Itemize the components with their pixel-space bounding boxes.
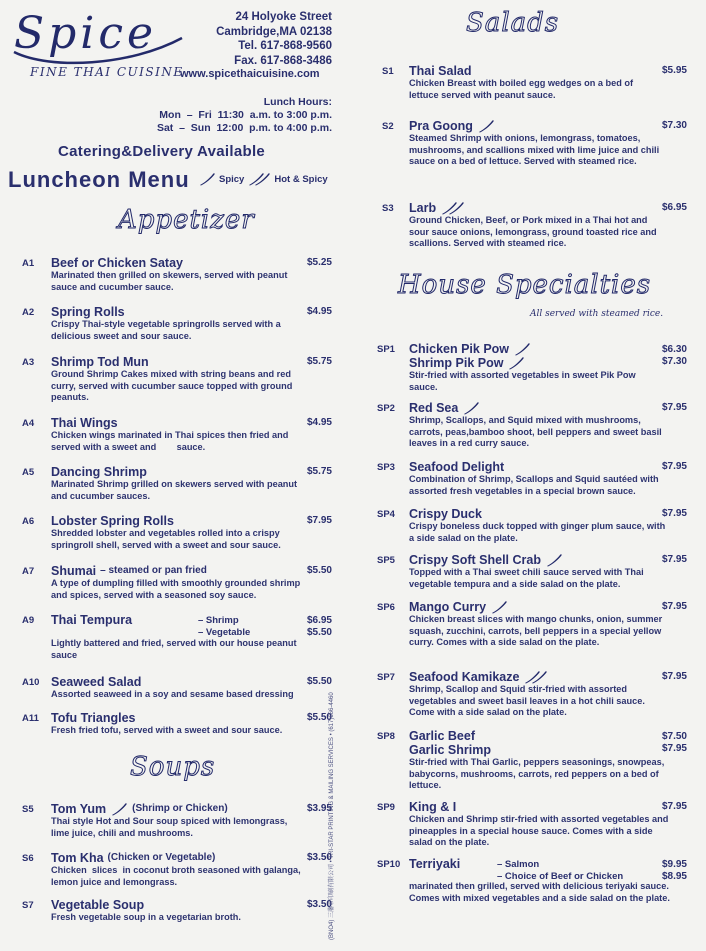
house-specialties-note: All served with steamed rice. xyxy=(530,309,664,319)
address-block xyxy=(170,10,332,68)
menu-item xyxy=(382,64,687,101)
variant-label: – Vegetable xyxy=(198,627,251,638)
menu-title: Luncheon Menu xyxy=(8,167,190,192)
double-chili-icon xyxy=(247,172,271,186)
item-name: Dancing Shrimp xyxy=(51,465,147,479)
item-price: $7.95 xyxy=(661,508,687,519)
menu-item xyxy=(22,355,332,404)
lunch-hours-weekday: Mon – Fri 11:30 a.m. to 3:00 p.m. xyxy=(159,109,332,121)
item-price: $3.95 xyxy=(306,803,332,814)
item-code: A9 xyxy=(22,615,35,626)
item-name: Lobster Spring Rolls xyxy=(51,514,174,528)
item-price: $3.50 xyxy=(306,899,332,910)
menu-item xyxy=(22,851,332,888)
item-code: SP1 xyxy=(377,344,395,355)
item-name: Seafood Kamikaze xyxy=(409,670,520,684)
item-price: $6.95 xyxy=(661,202,687,213)
item-code: A11 xyxy=(22,713,39,724)
double-chili-icon xyxy=(523,670,549,684)
item-name: Tom Kha xyxy=(51,851,104,865)
house-specialties-heading: House Specialties xyxy=(398,270,652,300)
item-code: S5 xyxy=(22,804,34,815)
appetizer-heading: Appetizer xyxy=(118,205,255,235)
menu-item xyxy=(22,711,332,737)
menu-item xyxy=(377,729,687,792)
address-line: 24 Holyoke Street xyxy=(235,11,332,23)
menu-item xyxy=(382,201,687,250)
item-name-alt: Garlic Shrimp xyxy=(409,743,491,757)
menu-item xyxy=(22,898,332,924)
double-chili-icon xyxy=(440,201,466,215)
item-description: Crispy boneless duck topped with ginger plum sauce, with a side salad on the plate. xyxy=(409,521,666,543)
item-code: A1 xyxy=(22,258,35,269)
item-description: Assorted seaweed in a soy and sesame based dressing xyxy=(51,689,294,699)
fax-line: Fax. 617-868-3486 xyxy=(234,54,332,67)
item-code: SP5 xyxy=(377,555,395,566)
menu-item xyxy=(22,564,332,601)
menu-item xyxy=(377,460,687,497)
item-code: A10 xyxy=(22,677,40,688)
menu-item xyxy=(22,675,332,701)
item-price: $4.95 xyxy=(306,306,332,317)
menu-item xyxy=(22,416,332,453)
item-price: $6.95 xyxy=(306,615,332,626)
item-name: Shumai xyxy=(51,564,97,578)
item-description: A type of dumpling filled with smoothly grounded shrimp and spices, served with a seasoned soy sauce. xyxy=(51,578,301,600)
item-options: (Chicken or Vegetable) xyxy=(107,852,216,863)
menu-item xyxy=(22,613,332,661)
item-name: Tofu Triangles xyxy=(51,711,136,725)
item-name: Thai Tempura xyxy=(51,613,133,627)
item-price: $3.50 xyxy=(306,852,332,863)
item-code: S7 xyxy=(22,900,34,911)
item-price: $4.95 xyxy=(306,417,332,428)
item-code: SP7 xyxy=(377,672,395,683)
restaurant-tagline: FINE THAI CUISINE xyxy=(30,65,184,79)
item-description: Shrimp, Scallop and Squid stir-fried with assorted vegetables and sweet basil leaves in a hot chili sauce. Come with a side salad on the plate. xyxy=(409,684,645,717)
menu-item xyxy=(377,507,687,544)
logo-swoosh xyxy=(10,30,186,70)
website-link[interactable]: www.spicethaicuisine.com xyxy=(180,68,320,80)
menu-item xyxy=(22,514,332,551)
item-code: SP4 xyxy=(377,509,395,520)
item-price: $5.75 xyxy=(306,356,332,367)
item-name: Vegetable Soup xyxy=(51,898,145,912)
chili-icon xyxy=(110,802,128,816)
variant-label: – Salmon xyxy=(497,859,540,870)
item-prices xyxy=(662,731,687,755)
item-code: A6 xyxy=(22,516,35,527)
item-name: Tom Yum xyxy=(51,802,107,816)
item-price: $7.95 xyxy=(661,743,687,754)
item-variants xyxy=(497,859,623,883)
phone-line: Tel. 617-868-9560 xyxy=(238,40,332,52)
item-description: Fresh vegetable soup in a vegetarian broth. xyxy=(51,912,241,922)
printer-credit xyxy=(320,650,344,940)
variant-label: – Shrimp xyxy=(198,615,239,626)
menu-item xyxy=(377,857,687,904)
item-price: $5.50 xyxy=(306,627,332,638)
chili-icon xyxy=(507,356,525,370)
item-description: marinated then grilled, served with delicious teriyaki sauce. Comes with mixed vegetables and a side salad on the plate. xyxy=(409,881,670,903)
item-name: Pra Goong xyxy=(409,119,473,133)
chili-icon xyxy=(513,342,531,356)
spice-legend xyxy=(198,172,328,186)
printer-credit-text: (BNO4) 三藩市印刷有限公司 • TRI-STAR PRINTING & MAILING SERVICES • (617)666-4460 xyxy=(329,692,335,940)
item-price: $8.95 xyxy=(661,871,687,882)
menu-item xyxy=(22,802,332,839)
item-name: Thai Wings xyxy=(51,416,118,430)
legend-spicy-label: Spicy xyxy=(219,173,245,185)
menu-item xyxy=(377,401,687,450)
item-code: S6 xyxy=(22,853,34,864)
item-prices xyxy=(662,859,687,883)
item-price: $5.50 xyxy=(306,712,332,723)
item-price: $6.30 xyxy=(661,344,687,355)
item-name: Seafood Delight xyxy=(409,460,505,474)
item-price: $5.25 xyxy=(306,257,332,268)
item-description: Lightly battered and fried, served with our house peanut sauce xyxy=(51,638,297,660)
item-price: $7.50 xyxy=(661,731,687,742)
item-code: SP6 xyxy=(377,602,395,613)
item-description: Chicken slices in coconut broth seasoned with galanga, lemon juice and lemongrass. xyxy=(51,865,304,887)
item-description: Stir-fried with Thai Garlic, peppers seasonings, snowpeas, babycorns, mushrooms, carrots, red peppers on a bed of lettuce. xyxy=(409,757,665,790)
item-description: Fresh fried tofu, served with a sweet and sour sauce. xyxy=(51,725,283,735)
chili-icon xyxy=(462,401,480,415)
item-code: SP9 xyxy=(377,802,395,813)
restaurant-logo: Spice xyxy=(14,8,158,59)
item-name: Crispy Duck xyxy=(409,507,482,521)
item-description: Stir-fried with assorted vegetables in sweet Pik Pow sauce. xyxy=(409,370,636,392)
menu-item xyxy=(377,670,687,719)
item-name-alt: Shrimp Pik Pow xyxy=(409,356,504,370)
catering-banner: Catering&Delivery Available xyxy=(58,143,266,160)
item-code: A5 xyxy=(22,467,35,478)
address-line: Cambridge,MA 02138 xyxy=(216,25,332,38)
item-description: Topped with a Thai sweet chili sauce served with Thai vegetable tempura and a side salad on the plate. xyxy=(409,567,644,589)
item-code: S2 xyxy=(382,121,394,132)
chili-icon xyxy=(545,553,563,567)
menu-item xyxy=(377,553,687,590)
item-name: Garlic Beef xyxy=(409,729,476,743)
item-options: (Shrimp or Chicken) xyxy=(132,803,228,814)
item-description: Shredded lobster and vegetables rolled into a crispy springroll shell, served with a sweet and sour sauce. xyxy=(51,528,281,550)
item-name: King & I xyxy=(409,800,457,814)
chili-icon xyxy=(477,119,495,133)
item-price: $5.50 xyxy=(306,565,332,576)
item-price: $7.95 xyxy=(661,671,687,682)
menu-item xyxy=(22,465,332,502)
item-description: Chicken Breast with boiled egg wedges on a bed of lettuce served with peanut sauce. xyxy=(409,78,634,100)
item-price: $7.95 xyxy=(661,554,687,565)
item-name-suffix: – steamed or pan fried xyxy=(100,565,207,576)
item-name: Red Sea xyxy=(409,401,459,415)
item-description: Ground Shrimp Cakes mixed with string beans and red curry, served with cucumber sauce topped with ground peanuts. xyxy=(51,369,293,402)
item-description: Chicken breast slices with mango chunks, onion, summer squash, zucchini, carrots, bell peppers in a special yellow curry. Comes with a side salad on the plate. xyxy=(409,614,663,647)
item-description: Marinated Shrimp grilled on skewers served with peanut and cucumber sauces. xyxy=(51,479,298,501)
lunch-hours-title: Lunch Hours: xyxy=(263,96,332,108)
item-code: SP10 xyxy=(377,859,401,870)
item-prices xyxy=(662,344,687,368)
item-price: $7.95 xyxy=(661,402,687,413)
legend-hot-label: Hot & Spicy xyxy=(274,173,328,185)
menu-item xyxy=(377,600,687,649)
item-code: SP8 xyxy=(377,731,395,742)
item-description: Ground Chicken, Beef, or Pork mixed in a Thai hot and sour sauce onions, lemongrass, ground toasted rice and scallions. Served with steamed rice. xyxy=(409,215,657,248)
item-code: A4 xyxy=(22,418,35,429)
item-price: $9.95 xyxy=(661,859,687,870)
item-description: Crispy Thai-style vegetable springrolls served with a delicious sweet and sour sauce. xyxy=(51,319,281,341)
item-name: Crispy Soft Shell Crab xyxy=(409,553,541,567)
item-description: Shrimp, Scallops, and Squid mixed with mushrooms, carrots, peas,bamboo shoot, bell peppers and sweet basil leaves in a red curry sauce. xyxy=(409,415,662,448)
item-description: Chicken wings marinated in Thai spices then fried and served with a sweet and sauce. xyxy=(51,430,291,452)
salads-heading: Salads xyxy=(466,8,560,38)
item-name: Seaweed Salad xyxy=(51,675,142,689)
item-price: $7.95 xyxy=(306,515,332,526)
item-code: S3 xyxy=(382,203,394,214)
variant-label: – Choice of Beef or Chicken xyxy=(497,871,624,882)
item-price: $7.95 xyxy=(661,601,687,612)
item-price: $5.95 xyxy=(661,65,687,76)
item-code: A2 xyxy=(22,307,35,318)
item-description: Steamed Shrimp with onions, lemongrass, tomatoes, mushrooms, and scallions mixed with lime juice and chili sauce on a bed of lettuce. Served with steamed rice. xyxy=(409,133,660,166)
item-price: $7.30 xyxy=(661,120,687,131)
item-description: Combination of Shrimp, Scallops and Squid sautéed with assorted fresh vegetables in a special brown sauce. xyxy=(409,474,659,496)
item-description: Chicken and Shrimp stir-fried with assorted vegetables and pineapples in a special house sauce. Comes with a side salad on the plate. xyxy=(409,814,669,847)
item-code: A3 xyxy=(22,357,35,368)
item-price: $7.30 xyxy=(661,356,687,367)
lunch-hours xyxy=(140,96,332,135)
item-name: Spring Rolls xyxy=(51,305,125,319)
item-name: Terriyaki xyxy=(409,857,461,871)
item-description: Marinated then grilled on skewers, served with peanut sauce and cucumber sauce. xyxy=(51,270,288,292)
chili-icon xyxy=(490,600,508,614)
soups-heading: Soups xyxy=(130,752,216,782)
item-price: $7.95 xyxy=(661,801,687,812)
item-name: Beef or Chicken Satay xyxy=(51,256,183,270)
item-code: S1 xyxy=(382,66,394,77)
item-code: SP3 xyxy=(377,462,395,473)
item-code: A7 xyxy=(22,566,35,577)
item-name: Chicken Pik Pow xyxy=(409,342,510,356)
menu-item xyxy=(377,800,687,849)
menu-item xyxy=(22,256,332,293)
item-variants xyxy=(198,615,250,639)
menu-item xyxy=(22,305,332,342)
menu-item xyxy=(377,342,687,393)
item-description: Thai style Hot and Sour soup spiced with lemongrass, lime juice, chili and mushrooms. xyxy=(51,816,288,838)
item-price: $5.75 xyxy=(306,466,332,477)
item-name: Larb xyxy=(409,201,437,215)
item-name: Mango Curry xyxy=(409,600,487,614)
menu-item xyxy=(382,119,687,168)
item-price: $7.95 xyxy=(661,461,687,472)
item-name: Shrimp Tod Mun xyxy=(51,355,149,369)
item-prices xyxy=(307,615,332,639)
item-price: $5.50 xyxy=(306,676,332,687)
item-name: Thai Salad xyxy=(409,64,472,78)
lunch-hours-weekend: Sat – Sun 12:00 p.m. to 4:00 p.m. xyxy=(156,122,332,134)
chili-icon xyxy=(198,172,216,186)
item-code: SP2 xyxy=(377,403,395,414)
